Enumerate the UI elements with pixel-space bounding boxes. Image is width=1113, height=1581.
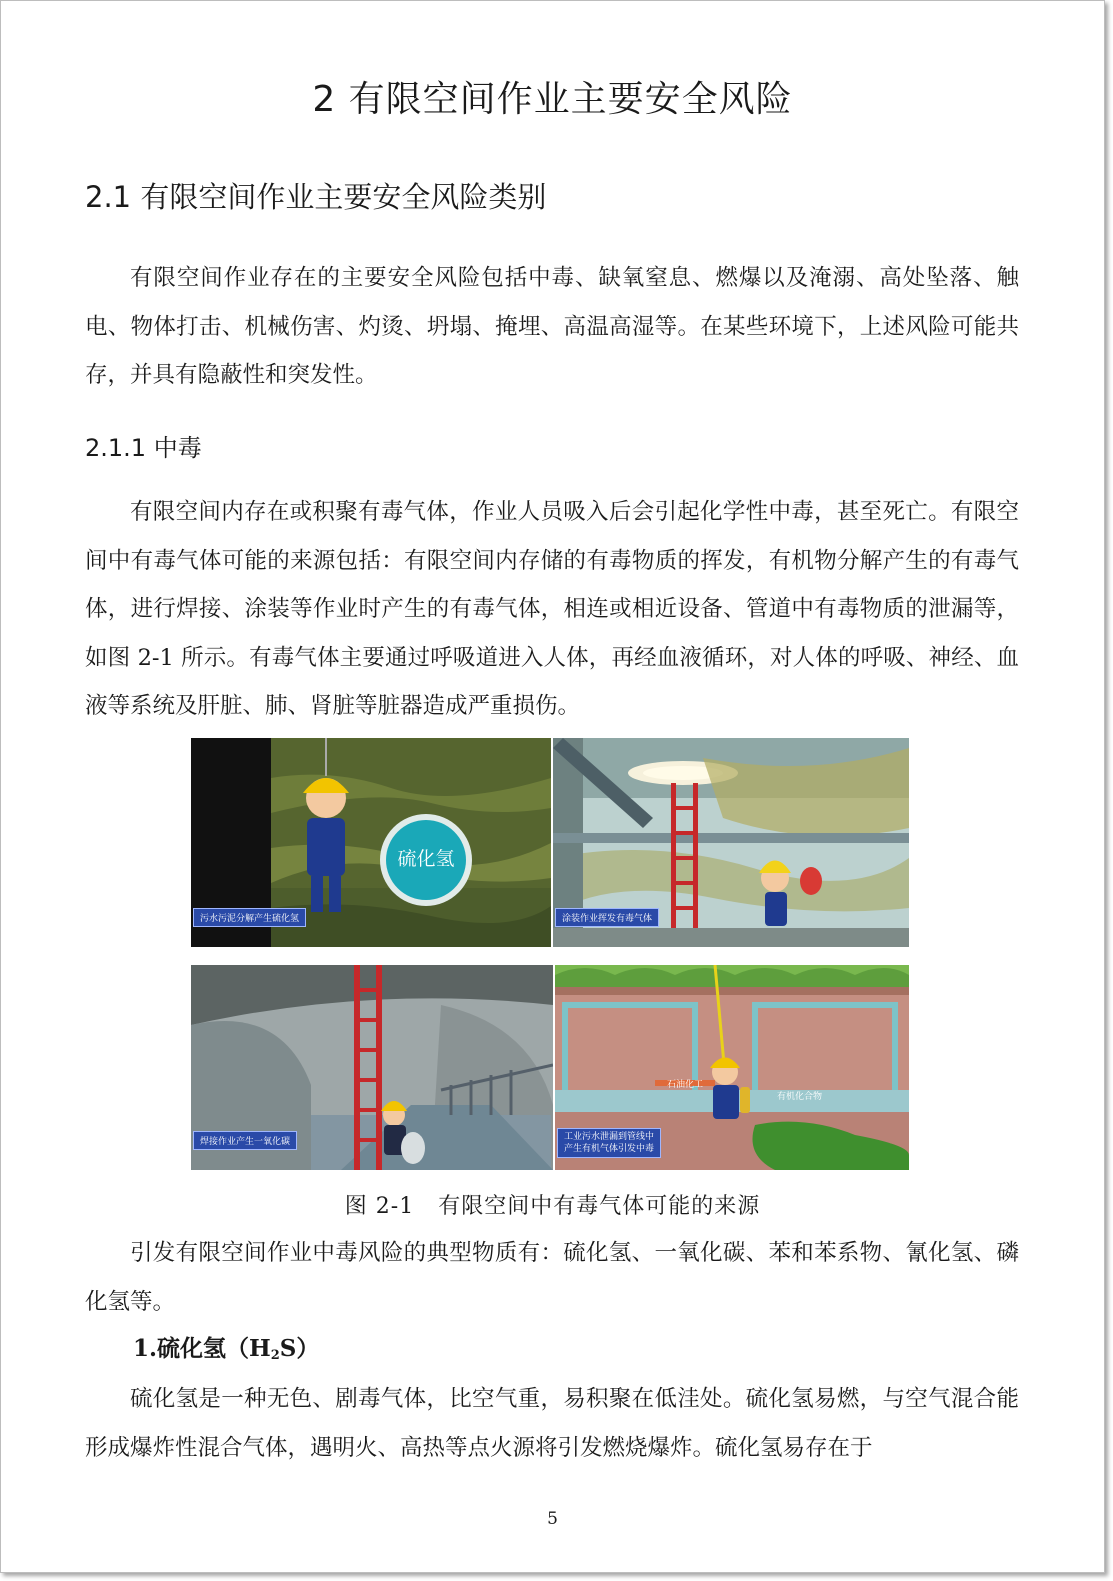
figure-panel-painting (553, 738, 909, 947)
panel-caption: 污水污泥分解产生硫化氢 (193, 908, 306, 927)
figure-caption-text: 有限空间中有毒气体可能的来源 (438, 1194, 761, 1219)
panel-caption-line: 产生有机气体引发中毒 (564, 1144, 655, 1154)
poisoning-paragraph: 有限空间内存在或积聚有毒气体，作业人员吸入后会引起化学性中毒，甚至死亡。有限空间中有毒气体可能的来源包括：有限空间内存储的有毒物质的挥发，有机物分解产生的有毒气体，进行焊接、涂装等作业时产生的有毒气体，相连或相近设备、管道中有毒物质的泄漏等，如图 2-1 所示。有毒气体主要通过呼吸道进入人体，再经血液循环，对人体的呼吸、神经、血液等系统及肝脏、肺、肾脏等脏器造成严重损伤。 (85, 499, 1019, 719)
item-title-prefix: 1.硫化氢（H (133, 1335, 271, 1362)
figure-panel-sludge (191, 738, 551, 947)
leak-label-a: 石油化工 (667, 1080, 704, 1090)
h2s-paragraph: 硫化氢是一种无色、剧毒气体，比空气重，易积聚在低洼处。硫化氢易燃，与空气混合能形成爆炸性混合气体，遇明火、高热等点火源将引发燃烧爆炸。硫化氢易存在于 (85, 1386, 1019, 1461)
figure-2-1 (191, 738, 909, 1170)
item-title-suffix: S） (279, 1335, 320, 1362)
figure-caption-number: 图 2-1 (344, 1194, 415, 1219)
page-number: 5 (547, 1509, 558, 1529)
panel-caption (557, 1128, 661, 1158)
figure-panel-leak (555, 965, 909, 1170)
item-title-subscript: 2 (270, 1348, 280, 1363)
figure-panel-welding (191, 965, 553, 1170)
panel-caption: 焊接作业产生一氧化碳 (193, 1131, 297, 1150)
chapter-title: 2 有限空间作业主要安全风险 (312, 79, 793, 120)
intro-paragraph: 有限空间作业存在的主要安全风险包括中毒、缺氧窒息、燃爆以及淹溺、高处坠落、触电、物体打击、机械伤害、灼烫、坍塌、掩埋、高温高湿等。在某些环境下，上述风险可能共存，并具有隐蔽性和突发性。 (85, 265, 1019, 388)
panel-caption: 涂装作业挥发有毒气体 (555, 908, 659, 927)
subsection-title: 2.1.1 中毒 (85, 434, 202, 462)
typical-substances-paragraph: 引发有限空间作业中毒风险的典型物质有：硫化氢、一氧化碳、苯和苯系物、氰化氢、磷化氢等。 (85, 1240, 1019, 1315)
figure-caption (1, 1189, 1104, 1220)
panel-caption-line: 工业污水泄漏到管线中 (564, 1132, 655, 1142)
item-title-h2s (133, 1330, 319, 1363)
section-title: 2.1 有限空间作业主要安全风险类别 (85, 180, 547, 214)
h2s-bubble-label: 硫化氢 (397, 848, 455, 870)
leak-label-b: 有机化合物 (777, 1092, 823, 1102)
